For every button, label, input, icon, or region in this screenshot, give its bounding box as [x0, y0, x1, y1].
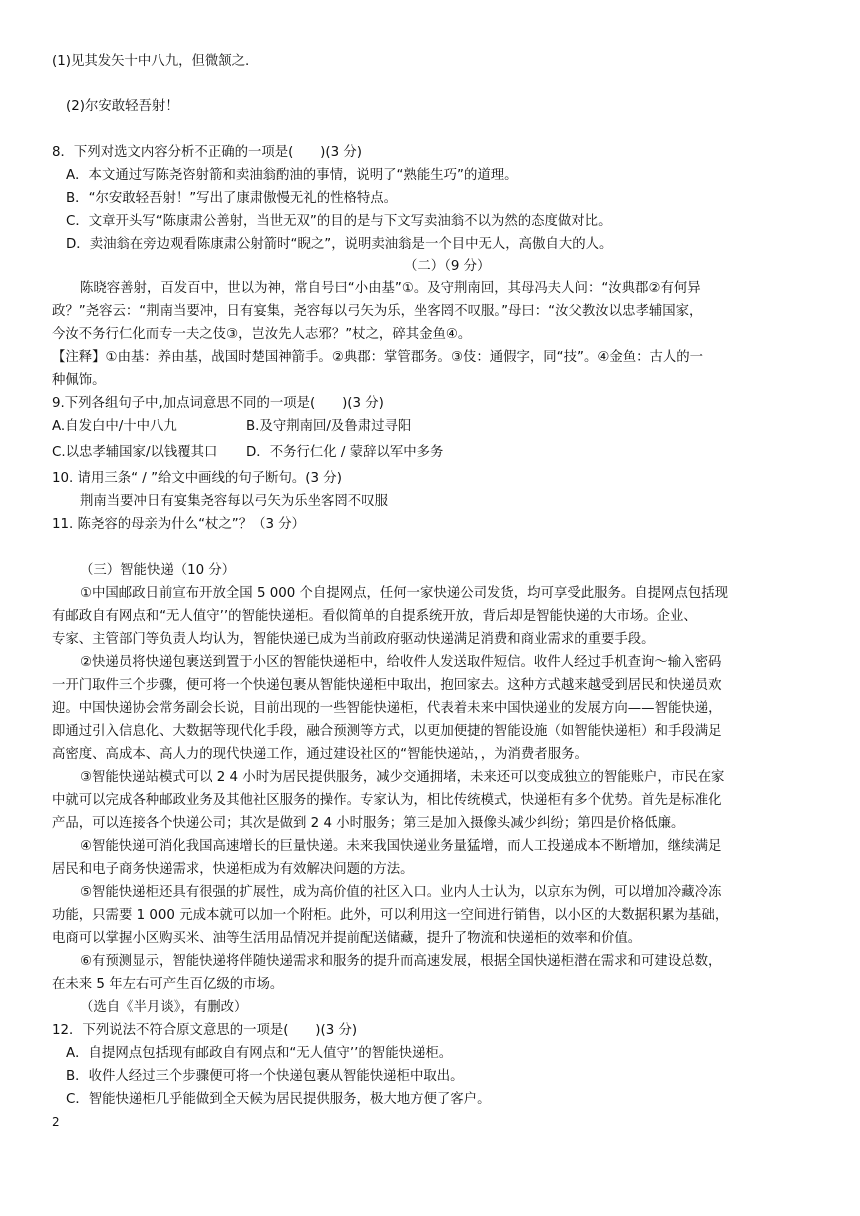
passage-3-line: ③智能快递站模式可以 2 4 小时为居民提供服务，减少交通拥堵，未来还可以变成独立的智能账户，市民在家: [80, 770, 725, 785]
option-9d: D．不务行仁化 / 蒙辞以军中多务: [246, 445, 444, 460]
section-heading-3: （三）智能快递（10 分）: [80, 563, 236, 578]
passage-3-line: ②快递员将快递包裹送到置于小区的智能快递柜中，给收件人发送取件短信。收件人经过手机查询～输入密码: [80, 655, 722, 670]
passage-3-line: ①中国邮政日前宣布开放全国 5 000 个自提网点，任何一家快递公司发货，均可享受此服务。自提网点包括现: [80, 586, 729, 601]
passage-3-line: 有邮政自有网点和“无人值守’’的智能快递柜。看似简单的自提系统开放，背后却是智能快递的大市场。企业、: [52, 609, 697, 624]
question-8: 8．下列对选文内容分析不正确的一项是( )(3 分): [52, 145, 363, 160]
section-heading-2: （二）（9 分）: [404, 259, 491, 274]
q-item-1: (1)见其发矢十中八九，但微颔之.: [52, 54, 250, 69]
passage-3-line: ④智能快递可消化我国高速增长的巨量快递。未来我国快递业务量猛增，而人工投递成本不断增加，继续满足: [80, 839, 722, 854]
passage-2-line: 陈晓容善射，百发百中，世以为神，常自号曰“小由基”①。及守荆南回，其母冯夫人问：“汝典郡②有何异: [80, 281, 701, 296]
passage-3-line: 在未来 5 年左右可产生百亿级的市场。: [52, 977, 284, 992]
passage-2-line: 今汝不务行仁化而专一夫之伎③，岂汝先人志邪？”杖之，碎其金鱼④。: [52, 327, 472, 342]
question-12: 12．下列说法不符合原文意思的一项是( )(3 分): [52, 1023, 358, 1038]
passage-3-line: 中就可以完成各种邮政业务及其他社区服务的操作。专家认为，相比传统模式，快递柜有多个优势。首先是标准化: [52, 793, 722, 808]
option-8c: C．文章开头写“陈康肃公善射，当世无双”的目的是与下文写卖油翁不以为然的态度做对比。: [66, 214, 612, 229]
option-9a: A.自发白中/十中八九: [52, 419, 177, 434]
question-10-sentence: 荆南当要冲日有宴集尧容每以弓矢为乐坐客罔不叹服: [80, 494, 388, 509]
annotation-line: 【注释】①由基：养由基，战国时楚国神箭手。②典郡：掌管郡务。③伎：通假字，同“技”。④金鱼：古人的一: [52, 350, 704, 365]
option-12a: A．自提网点包括现有邮政自有网点和“无人值守’’的智能快递柜。: [66, 1046, 453, 1061]
passage-3-line: 功能，只需要 1 000 元成本就可以加一个附柜。此外，可以利用这一空间进行销售，以小区的大数据积累为基础，: [52, 908, 729, 923]
passage-3-line: 居民和电子商务快递需求，快递柜成为有效解决问题的方法。: [52, 862, 414, 877]
question-10: 10. 请用三条“ / ”给文中画线的句子断句。(3 分): [52, 471, 342, 486]
option-8b: B．“尔安敢轻吾射！”写出了康肃傲慢无礼的性格特点。: [66, 191, 398, 206]
source-citation: （选自《半月谈》，有删改）: [80, 1000, 248, 1015]
passage-3-line: ⑥有预测显示，智能快递将伴随快递需求和服务的提升而高速发展，根据全国快递柜潜在需求和可建设总数，: [80, 954, 722, 969]
passage-3-line: 即通过引入信息化、大数据等现代化手段，融合预测等方式，以更加便捷的智能设施（如智能快递柜）和手段满足: [52, 724, 722, 739]
passage-3-line: ⑤智能快递柜还具有很强的扩展性，成为高价值的社区入口。业内人士认为，以京东为例，可以增加冷藏冷冻: [80, 885, 722, 900]
question-9: 9.下列各组句子中,加点词意思不同的一项是( )(3 分): [52, 396, 384, 411]
passage-3-line: 高密度、高成本、高人力的现代快递工作，通过建设社区的“智能快递站，，为消费者服务。: [52, 747, 588, 762]
passage-3-line: 产品，可以连接各个快递公司；其次是做到 2 4 小时服务；第三是加入摄像头减少纠纷；第四是价格低廉。: [52, 816, 685, 831]
q-item-2: (2)尔安敢轻吾射！: [66, 99, 179, 114]
question-11: 11. 陈尧容的母亲为什么“杖之”？（3 分）: [52, 517, 306, 532]
passage-3-line: 一开门取件三个步骤，便可将一个快递包裹从智能快递柜中取出，抱回家去。这种方式越来越受到居民和快递员欢: [52, 678, 722, 693]
option-12b: B．收件人经过三个步骤便可将一个快递包裹从智能快递柜中取出。: [66, 1069, 464, 1084]
option-8d: D．卖油翁在旁边观看陈康肃公射箭时“睨之”，说明卖油翁是一个目中无人，高傲自大的人。: [66, 237, 613, 252]
passage-3-line: 电商可以掌握小区购买米、油等生活用品情况并提前配送储藏，提升了物流和快递柜的效率和价值。: [52, 931, 642, 946]
annotation-line: 种佩饰。: [52, 373, 106, 388]
option-9c: C.以忠孝辅国家/以钱覆其口: [52, 445, 218, 460]
passage-2-line: 政？”尧容云：“荆南当要冲，日有宴集，尧容每以弓矢为乐，坐客罔不叹服。”母曰：“汝父教汝以忠孝辅国家，: [52, 304, 703, 319]
passage-3-line: 迎。中国快递协会常务副会长说，目前出现的一些智能快递柜，代表着未来中国快递业的发展方向——智能快递，: [52, 701, 722, 716]
option-8a: A．本文通过写陈尧咨射箭和卖油翁酌油的事情，说明了“熟能生巧”的道理。: [66, 168, 518, 183]
passage-3-line: 专家、主管部门等负责人均认为，智能快递已成为当前政府驱动快递满足消费和商业需求的重要手段。: [52, 632, 655, 647]
option-9b: B.及守荆南回/及鲁肃过寻阳: [246, 419, 412, 434]
page-number: 2: [52, 1115, 60, 1129]
option-12c: C．智能快递柜几乎能做到全天候为居民提供服务，极大地方便了客户。: [66, 1092, 491, 1107]
